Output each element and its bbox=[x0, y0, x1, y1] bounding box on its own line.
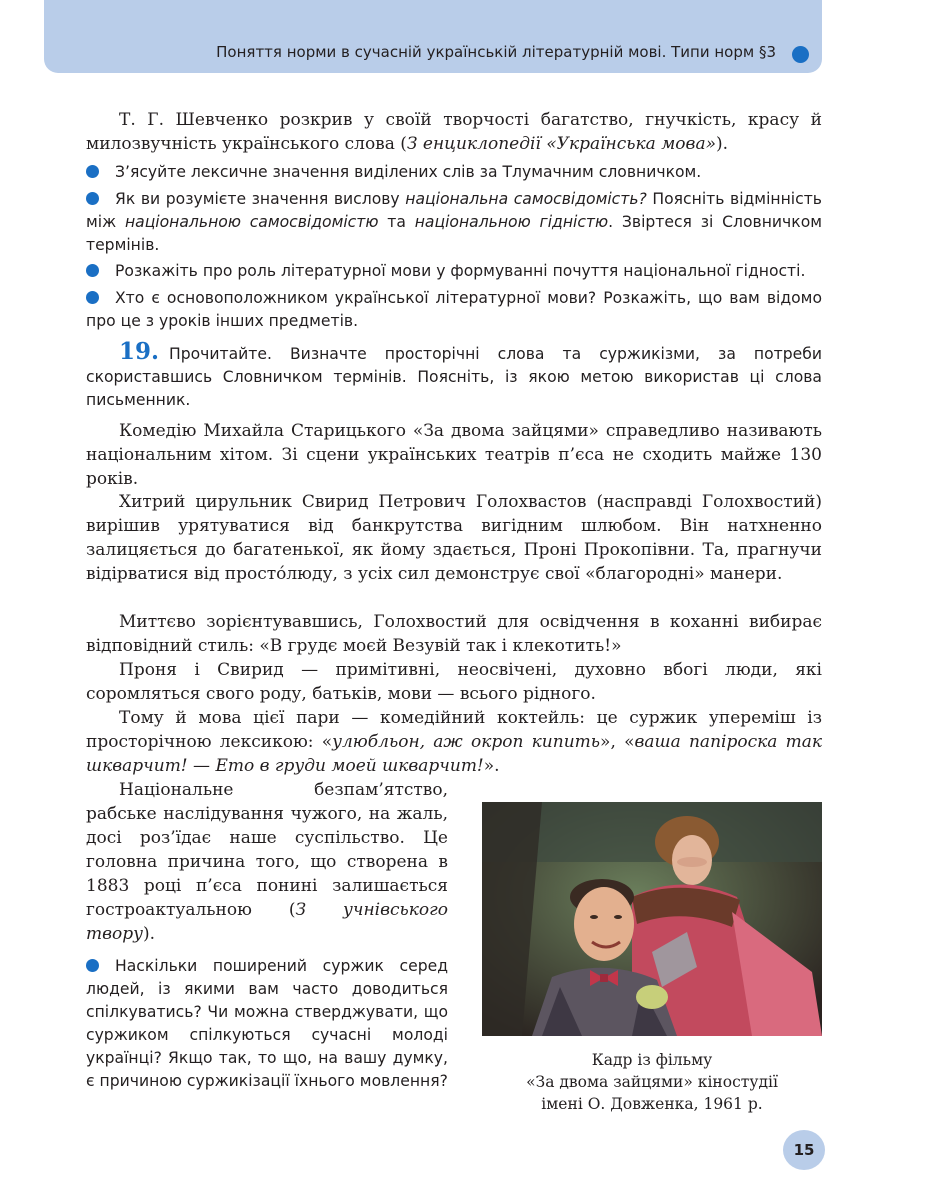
task-2-term-1: національна самосвідомість? bbox=[405, 190, 647, 208]
bullet-icon bbox=[86, 291, 99, 304]
caption-line-1: Кадр із фільму bbox=[591, 1051, 713, 1069]
p5-text-e: ». bbox=[483, 756, 500, 776]
task-2 bbox=[86, 188, 822, 257]
p5-text-c: », « bbox=[600, 732, 635, 752]
bullet-icon bbox=[86, 264, 99, 277]
p6-source: З учнівського твору bbox=[86, 900, 448, 944]
exercise-19 bbox=[86, 340, 822, 412]
caption-line-3: імені О. Довженка, 1961 р. bbox=[541, 1095, 763, 1113]
exercise-instruction: Прочитайте. Визначте просторічні слова та суржикізми, за потреби скориставшись Словничком термінів. Поясніть, із якою метою використав ці слова письменник. bbox=[86, 345, 822, 409]
task-3 bbox=[86, 260, 822, 283]
header-title: Поняття норми в сучасній українській літературній мові. Типи норм §3 bbox=[216, 43, 776, 61]
task-2-text-g: . Звіртеся зі Словничком термінів. bbox=[86, 213, 822, 254]
film-still-drawing bbox=[482, 802, 822, 1036]
text-paragraph-4: Проня і Свирид — примітивні, неосвічені, духовно вбогі люди, які соромляться свого роду, батьків, мови — всього рідного. bbox=[86, 660, 822, 704]
task-3-text: Розкажіть про роль літературної мови у формуванні почуття національної гідності. bbox=[115, 262, 806, 280]
p5-quote-2: ваша папіроска так шкварчит! — Ето в груди моей шкварчит! bbox=[86, 732, 823, 776]
header-dot-icon bbox=[792, 46, 809, 63]
p5-text-a: Тому й мова цієї пари — комедійний коктейль: це суржик упереміш із просторічною лексикою: « bbox=[86, 708, 822, 752]
figure-caption bbox=[482, 1049, 822, 1115]
task-2-text-e: та bbox=[378, 213, 415, 231]
intro-paragraph bbox=[86, 108, 822, 156]
p6-text: Національне безпам’ятство, рабське наслідування чужого, на жаль, досі роз’їдає наше суспільство. Це головна причина того, що створена в 1883 році п’єса понині залишається гостроактуальною ( bbox=[86, 780, 448, 920]
caption-line-2: «За двома зайцями» кіностудії bbox=[526, 1073, 778, 1091]
text-paragraph-3: Миттєво зорієнтувавшись, Голохвостий для освідчення в коханні вибирає відповідний стиль: «В грудє моєй Везувій так і клекотить!» bbox=[86, 612, 822, 656]
text-paragraph-6 bbox=[86, 778, 448, 946]
exercise-number: 19. bbox=[119, 338, 160, 365]
task-1 bbox=[86, 161, 822, 184]
task-2-text-a: Як ви розумієте значення вислову bbox=[115, 190, 406, 208]
bullet-icon bbox=[86, 959, 99, 972]
question-text: Наскільки поширений суржик серед людей, із якими вам часто доводиться спілкуватись? Чи можна стверджувати, що суржиком спілкуються сучасні молоді українці? Якщо так, то що, на вашу думку, є причиною суржикізації їхнього мовлення? bbox=[86, 957, 448, 1090]
page-number: 15 bbox=[783, 1130, 825, 1170]
task-1-text: З’ясуйте лексичне значення виділених слів за Тлумачним словничком. bbox=[115, 163, 702, 181]
intro-end: ). bbox=[715, 134, 729, 154]
header-bar bbox=[44, 0, 822, 73]
task-4 bbox=[86, 287, 822, 333]
bullet-icon bbox=[86, 165, 99, 178]
film-still-image bbox=[482, 802, 822, 1036]
text-paragraph-1: Комедію Михайла Старицького «За двома зайцями» справедливо називають національним хітом. Зі сцени українських театрів п’єса не сходить майже 130 років. bbox=[86, 421, 822, 489]
question-task bbox=[86, 955, 448, 1093]
task-2-term-2: національною самосвідомістю bbox=[124, 213, 379, 231]
intro-text: Т. Г. Шевченко розкрив у своїй творчості багатство, гнучкість, красу й милозвучність українського слова ( bbox=[86, 110, 822, 154]
task-2-text-c: Поясніть відмінність між bbox=[86, 190, 822, 231]
p6-end: ). bbox=[143, 924, 156, 944]
text-paragraph-2: Хитрий цирульник Свирид Петрович Голохвастов (насправді Голохвостий) вирішив урятуватися від банкрутства вигідним шлюбом. Він натхненно залицяється до багатенької, як йому здається, Проні Прокопівни. Та, прагнучи відірватися від просто́люду, з усіх сил демонструє свої «благородні» манери. bbox=[86, 492, 822, 584]
task-4-text: Хто є основоположником української літературної мови? Розкажіть, що вам відомо про це з уроків інших предметів. bbox=[86, 289, 822, 330]
intro-source: З енциклопедії «Українська мова» bbox=[406, 134, 716, 154]
text-paragraph-5 bbox=[86, 706, 822, 778]
p5-quote-1: улюбльон, аж окроп кипить bbox=[332, 732, 601, 752]
task-2-term-3: національною гідністю bbox=[414, 213, 609, 231]
bullet-icon bbox=[86, 192, 99, 205]
